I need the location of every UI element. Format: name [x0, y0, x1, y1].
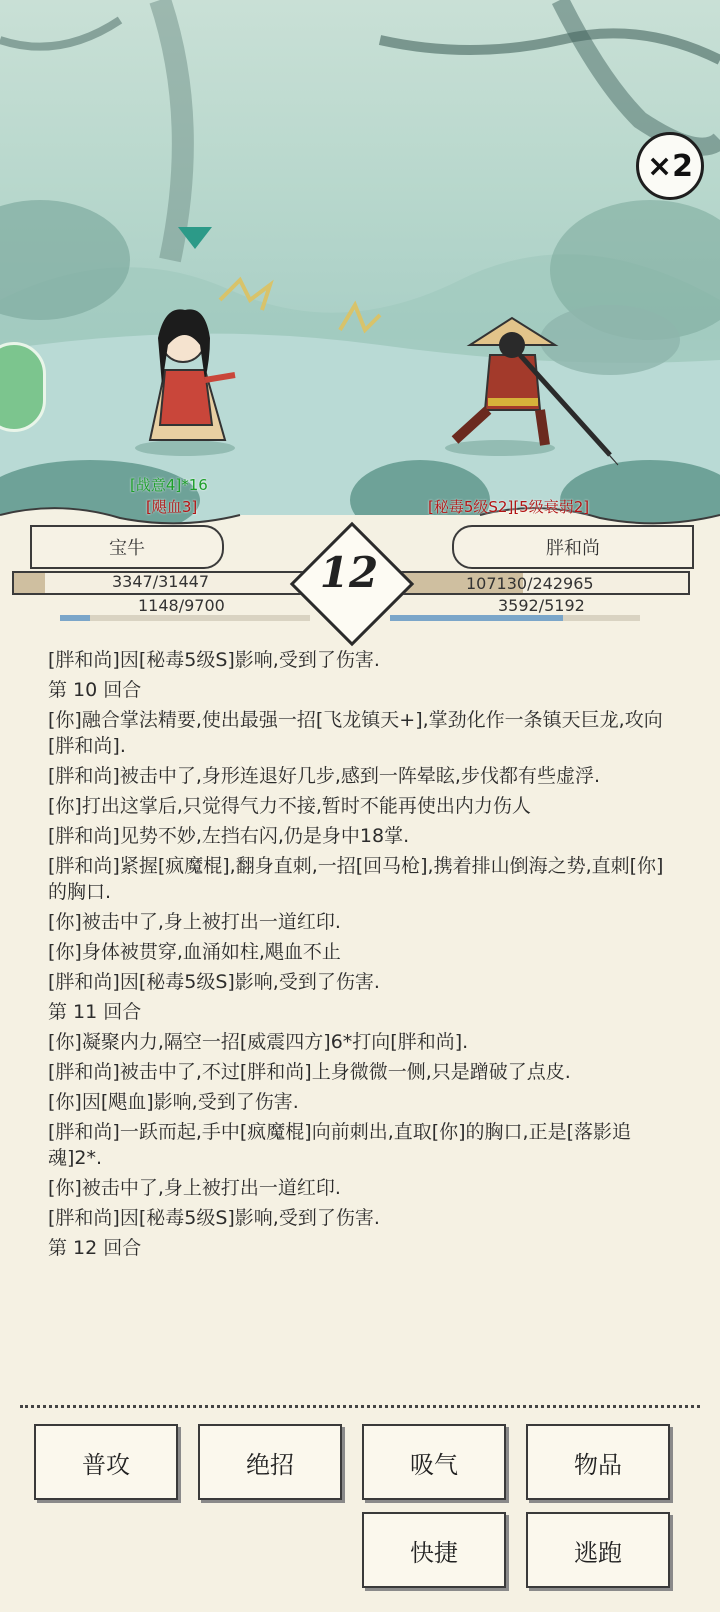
log-line: [胖和尚]被击中了,身形连退好几步,感到一阵晕眩,步伐都有些虚浮.: [48, 765, 600, 787]
quick-button[interactable]: 快捷: [362, 1512, 506, 1588]
speed-toggle-button[interactable]: ×2: [636, 132, 704, 200]
log-line: [你]融合掌法精要,使出最强一招[飞龙镇天+],掌劲化作一条镇天巨龙,攻向[胖和尚].: [48, 709, 663, 757]
enemy-name-plate: [452, 525, 694, 569]
battle-scene: [0, 0, 720, 560]
log-line: [胖和尚]见势不妙,左挡右闪,仍是身中18掌.: [48, 825, 410, 847]
side-panel-tab[interactable]: [0, 342, 46, 432]
log-line: [你]被击中了,身上被打出一道红印.: [48, 911, 341, 933]
items-button[interactable]: 物品: [526, 1424, 670, 1500]
log-line: [胖和尚]紧握[疯魔棍],翻身直刺,一招[回马枪],携着排山倒海之势,直刺[你]的胸口.: [48, 855, 664, 903]
player-hp-text: 3347/31447: [112, 572, 210, 591]
player-mp-text: 1148/9700: [138, 596, 225, 615]
log-line: [你]身体被贯穿,血涌如柱,飓血不止: [48, 941, 341, 963]
player-buff: [战意4]*16: [130, 476, 208, 494]
player-mp-track: [60, 615, 310, 621]
player-buff: [飓血3]: [146, 498, 198, 516]
log-line: 第 11 回合: [48, 1001, 142, 1023]
divider: [20, 1405, 700, 1408]
log-line: [胖和尚]因[秘毒5级S]影响,受到了伤害.: [48, 971, 380, 993]
log-line: [你]打出这掌后,只觉得气力不接,暂时不能再使出内力伤人: [48, 795, 531, 817]
log-line: [胖和尚]被击中了,不过[胖和尚]上身微微一侧,只是蹭破了点皮.: [48, 1061, 571, 1083]
round-number: 12: [319, 548, 379, 597]
enemy-mp-track: [390, 615, 640, 621]
breathe-button[interactable]: 吸气: [362, 1424, 506, 1500]
enemy-name: 胖和尚: [546, 538, 600, 559]
player-mp-fill: [60, 615, 90, 621]
enemy-mp-fill: [390, 615, 563, 621]
player-hp-fill: [14, 573, 45, 593]
log-line: [你]凝聚内力,隔空一招[威震四方]6*打向[胖和尚].: [48, 1031, 469, 1053]
enemy-debuff: [秘毒5级S2][5级衰弱2]: [428, 498, 590, 516]
player-name-plate: [30, 525, 224, 569]
flee-button[interactable]: 逃跑: [526, 1512, 670, 1588]
log-line: [胖和尚]一跃而起,手中[疯魔棍]向前刺出,直取[你]的胸口,正是[落影追魂]2*.: [48, 1121, 632, 1169]
ultimate-skill-button[interactable]: 绝招: [198, 1424, 342, 1500]
normal-attack-button[interactable]: 普攻: [34, 1424, 178, 1500]
log-line: [你]因[飓血]影响,受到了伤害.: [48, 1091, 299, 1113]
enemy-mp-text: 3592/5192: [498, 596, 585, 615]
target-indicator-icon: [178, 227, 212, 249]
log-line: [胖和尚]因[秘毒5级S]影响,受到了伤害.: [48, 1207, 380, 1229]
log-line: 第 10 回合: [48, 679, 142, 701]
log-line: 第 12 回合: [48, 1237, 142, 1259]
log-line: [你]被击中了,身上被打出一道红印.: [48, 1177, 341, 1199]
scene-background: [0, 0, 720, 560]
enemy-hp-text: 107130/242965: [466, 574, 594, 593]
player-name: 宝牛: [109, 538, 145, 559]
battle-log[interactable]: [0, 645, 720, 1375]
log-line: [胖和尚]因[秘毒5级S]影响,受到了伤害.: [48, 649, 380, 671]
